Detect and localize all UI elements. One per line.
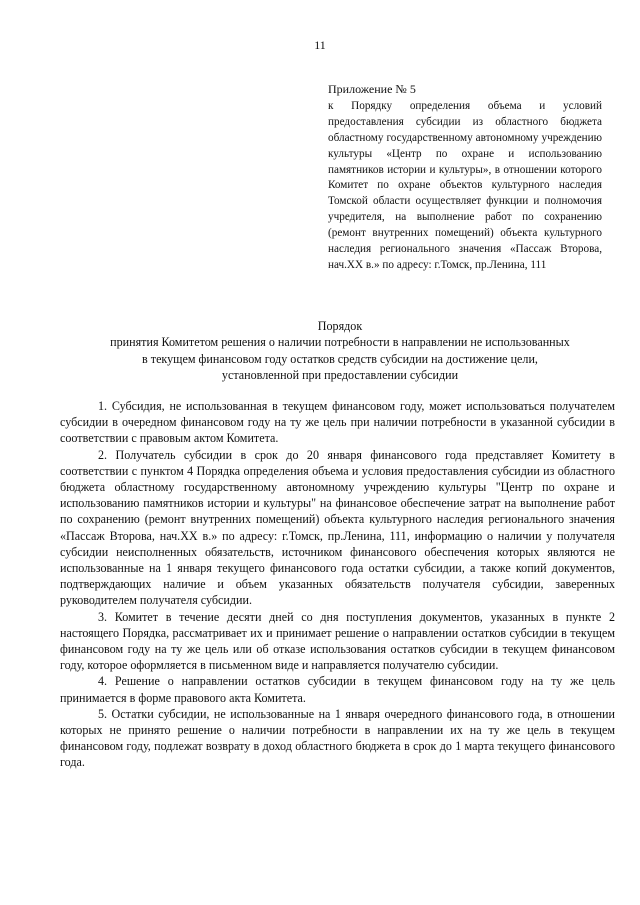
document-heading — [60, 318, 620, 384]
paragraph-3: 3. Комитет в течение десяти дней со дня поступления документов, указанных в пункте 2 настоящего Порядка, рассматривает их и принимает решение о направлении остатков субсидии в текущем финансовом году на ту же цель или об отказе использования остатков субсидии в текущем финансовом году, которое оформляется в письменном виде и направляется получателю субсидии. — [60, 609, 615, 673]
appendix-block — [328, 82, 602, 274]
paragraph-1: 1. Субсидия, не использованная в текущем финансовом году, может использоваться получателем субсидии в очередном финансовом году на ту же цель при наличии потребности в указанной субсидии в соответствии с правовым актом Комитета. — [60, 399, 615, 446]
heading-line-2: в текущем финансовом году остатков средств субсидии на достижение цели, — [142, 351, 538, 366]
heading-title: Порядок — [317, 319, 363, 333]
appendix-title: Приложение № 5 — [328, 82, 416, 96]
appendix-body: к Порядку определения объема и условий предоставления субсидии из областного бюджета областному государственному автономному учреждению культуры «Центр по охране и использованию памятников истории и культуры», в отношении которого Комитет по охране объектов культурного наследия Томской области осуществляет функции и полномочия учредителя, на выполнение работ по сохранению (ремонт внутренних помещений) объекта культурного наследия регионального значения «Пассаж Второва, нач.XX в.» по адресу: г.Томск, пр.Ленина, 111 — [328, 99, 602, 271]
heading-line-1: принятия Комитетом решения о наличии потребности в направлении не использованных — [110, 335, 570, 350]
paragraph-2: 2. Получатель субсидии в срок до 20 января финансового года представляет Комитету в соответствии с пунктом 4 Порядка определения объема и условия предоставления субсидии из областного бюджета областному государственному автономному учреждению культуры "Центр по охране и использованию памятников истории и культуры" на финансовое обеспечение затрат на выполнение работ по сохранению (ремонт внутренних помещений) объекта культурного наследия регионального значения «Пассаж Второва, нач.XX в.» по адресу: г.Томск, пр.Ленина, 111, информацию о наличии у получателя субсидии неисполненных обязательств, источником финансового обеспечения которых являются не использованные на 1 января текущего финансового года остатки субсидии, а также копий документов, подтверждающих наличие и объем указанных обязательств получателя субсидии, заверенных руководителем получателя субсидии. — [60, 447, 615, 608]
document-body — [60, 398, 615, 771]
heading-line-3: установленной при предоставлении субсидии — [221, 368, 459, 383]
paragraph-4: 4. Решение о направлении остатков субсидии в текущем финансовом году на ту же цель принимается в форме правового акта Комитета. — [60, 674, 615, 705]
page-number: 11 — [314, 38, 326, 52]
paragraph-5: 5. Остатки субсидии, не использованные на 1 января очередного финансового года, в отношении которых не принято решение о наличии потребности в направлении их на ту же цель в текущем финансовом году, подлежат возврату в доход областного бюджета в срок до 1 марта текущего финансового года. — [60, 706, 615, 770]
